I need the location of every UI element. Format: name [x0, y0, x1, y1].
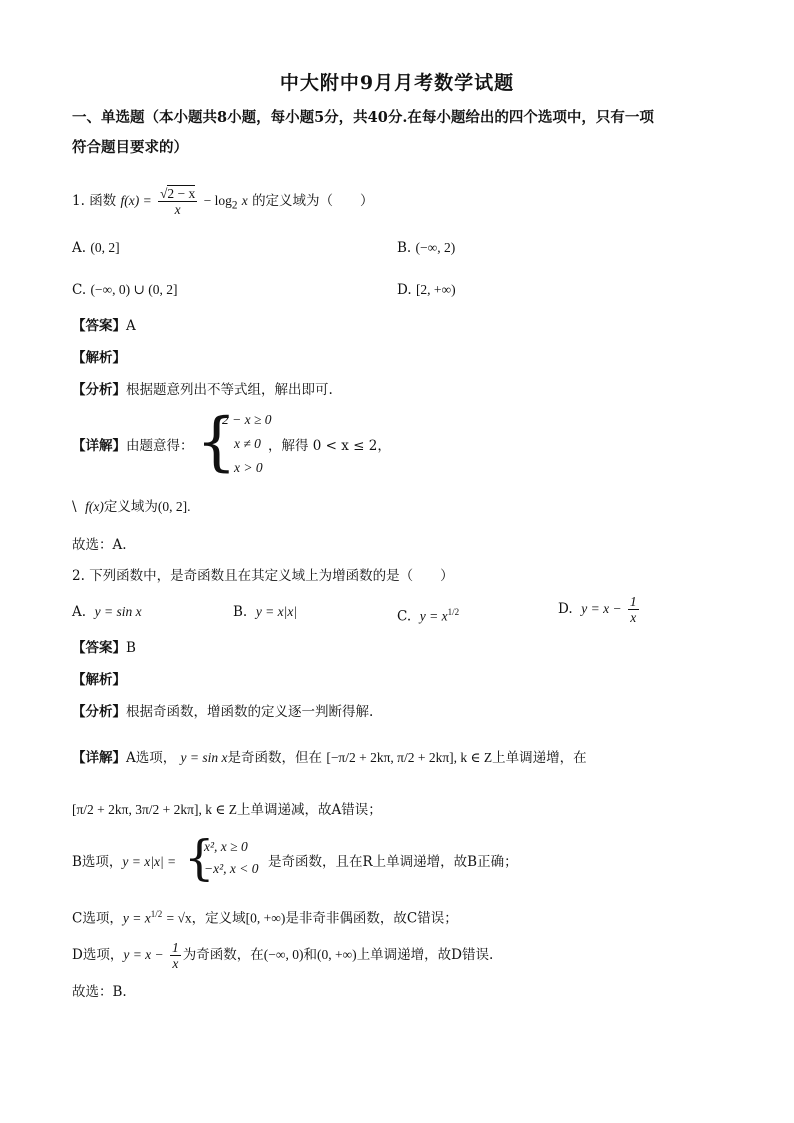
- q1-domain-line: \ f(x)定义域为(0, 2].: [72, 499, 191, 515]
- q2-option-c[interactable]: C. $y = x^{1/2}$: [397, 607, 460, 625]
- q1-f: f(x) =: [120, 193, 152, 208]
- q1-option-d[interactable]: D. [2, +∞): [397, 282, 456, 298]
- q1-number: 1.: [72, 193, 85, 209]
- q2-detail-d: D选项，y = x − $\frac{1}{x}$ 为奇函数，在(−∞, 0)和(0, +∞)上单调递增，故D错误.: [72, 940, 494, 971]
- q1-choose: 故选：A.: [72, 537, 127, 553]
- page-title: 中大附中9月月考数学试题: [279, 72, 515, 94]
- q1-analysis-tag: 【解析】: [72, 350, 126, 366]
- q1-stem: [72, 186, 374, 217]
- q1-log: − log: [203, 193, 232, 208]
- q1-den: x: [174, 202, 181, 217]
- section-heading-line2: 符合题目要求的）: [72, 139, 188, 156]
- q2-detail-b-post: 是奇函数，且在R上单调递增，故B正确；: [268, 854, 518, 870]
- q1-sqrt: √2 − x: [160, 186, 196, 201]
- q1-answer: 【答案】A: [72, 318, 136, 334]
- q1-system: 2 − x ≥ 0 x ≠ 0 x > 0: [222, 412, 272, 475]
- q1-log-arg: x: [241, 193, 248, 208]
- q2-analysis-tag: 【解析】: [72, 672, 126, 688]
- q1-fraction: [158, 186, 197, 217]
- q1-detail: 【详解】由题意得：: [72, 438, 194, 454]
- q2-fenxi: 【分析】根据奇函数，增函数的定义逐一判断得解.: [72, 704, 374, 720]
- q1-tail: 的定义域为（ ）: [252, 193, 374, 209]
- q2-option-b[interactable]: B. y = x|x|: [233, 604, 298, 620]
- q2-option-a[interactable]: A. y = sin x: [72, 604, 142, 620]
- q2-detail-a2: [π/2 + 2kπ, 3π/2 + 2kπ], k ∈ Z上单调递减，故A错误；: [72, 802, 382, 818]
- q1-system-brace: {: [196, 405, 237, 479]
- q2-choose: 故选：B.: [72, 984, 127, 1000]
- q1-lead: 函数: [89, 193, 117, 209]
- q1-detail-tail: ，解得 0 < x ≤ 2，: [268, 438, 391, 454]
- q1-fenxi: 【分析】根据题意列出不等式组，解出即可.: [72, 382, 333, 398]
- q2-cases: x², x ≥ 0 −x², x < 0: [204, 839, 259, 876]
- q2-answer: 【答案】B: [72, 640, 136, 656]
- q1-option-a[interactable]: A. (0, 2]: [72, 240, 120, 256]
- q2-detail-b: B选项，y = x|x| =: [72, 854, 177, 870]
- q2-stem: 2. 下列函数中，是奇函数且在其定义域上为增函数的是（ ）: [72, 568, 454, 584]
- q1-log-base: 2: [231, 199, 238, 212]
- q1-option-b[interactable]: B. (−∞, 2): [397, 240, 456, 256]
- q1-option-c[interactable]: C. (−∞, 0) ∪ (0, 2]: [72, 282, 178, 298]
- q2-detail-a1: 【详解】A选项， y = sin x是奇函数，但在 [−π/2 + 2kπ, π/2 + 2kπ], k ∈ Z上单调递增，在: [72, 750, 587, 766]
- section-heading-line1: 一、单选题（本小题共8小题，每小题5分，共40分.在每小题给出的四个选项中，只有一项: [72, 109, 654, 126]
- q2-option-d[interactable]: D. y = x − $\frac{1}{x}$: [558, 594, 637, 625]
- q2-cases-brace: {: [184, 830, 215, 886]
- q2-detail-c: C选项，$y = x^{1/2} = √x$，定义域[0, +∞)是非奇非偶函数，故C错误；: [72, 909, 458, 927]
